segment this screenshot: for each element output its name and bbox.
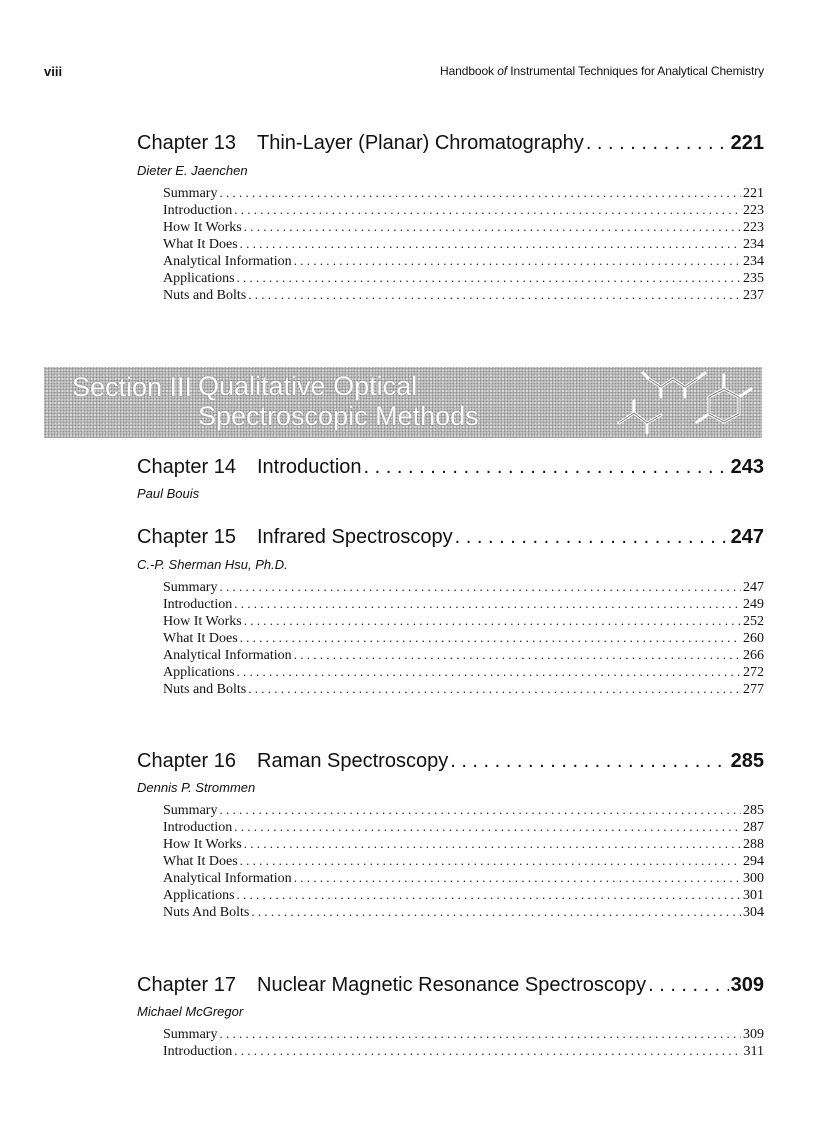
toc-entry[interactable]: Analytical Information . . . 300 (163, 870, 764, 887)
leader-dots (648, 973, 729, 997)
running-title: Handbook of Instrumental Techniques for Analytical Chemistry (440, 64, 764, 78)
chapter-title: Introduction (257, 456, 362, 478)
toc-entry[interactable]: What It Does . . . 260 (163, 630, 764, 647)
chapter-title: Raman Spectroscopy (257, 750, 449, 772)
chapter-author: Dieter E. Jaenchen (137, 163, 248, 178)
chapter-number: Chapter 15 (137, 526, 236, 548)
toc-entry[interactable]: Introduction . . . 223 (163, 202, 764, 219)
page-number: viii (44, 64, 63, 79)
toc-entry[interactable]: Nuts And Bolts . . . 304 (163, 904, 764, 921)
toc-entry[interactable]: Applications . . . 272 (163, 664, 764, 681)
molecule-illustration (589, 367, 762, 438)
chapter-author: C.-P. Sherman Hsu, Ph.D. (137, 557, 288, 572)
toc-entry[interactable]: Applications . . . 235 (163, 270, 764, 287)
chapter-number: Chapter 13 (137, 132, 236, 154)
toc-entry[interactable]: Summary . . . 247 (163, 579, 764, 596)
chapter-title: Infrared Spectroscopy (257, 526, 453, 548)
chapter-16-heading[interactable] (137, 749, 764, 773)
chapter-number: Chapter 17 (137, 974, 236, 996)
toc-entry[interactable]: Applications . . . 301 (163, 887, 764, 904)
toc-entry[interactable]: Summary . . . 309 (163, 1026, 764, 1043)
toc-entry[interactable]: Summary . . . 285 (163, 802, 764, 819)
chapter-page: 285 (730, 750, 764, 772)
chapter-14-heading[interactable] (137, 455, 764, 479)
toc-entry[interactable]: Nuts and Bolts . . . 277 (163, 681, 764, 698)
chapter-page: 221 (730, 132, 764, 154)
chapter-title: Thin-Layer (Planar) Chromatography (257, 132, 584, 154)
toc-entry[interactable]: Analytical Information . . . 266 (163, 647, 764, 664)
toc-entry[interactable]: How It Works . . . 288 (163, 836, 764, 853)
chapter-number: Chapter 14 (137, 456, 236, 478)
leader-dots (455, 525, 729, 549)
chapter-13-heading[interactable] (137, 131, 764, 155)
chapter-15-entries (163, 579, 764, 698)
chapter-author: Michael McGregor (137, 1004, 244, 1019)
chapter-17-heading[interactable] (137, 973, 764, 997)
chapter-author: Paul Bouis (137, 486, 200, 501)
chapter-page: 309 (730, 974, 764, 996)
leader-dots (364, 455, 729, 479)
section-label: Section III (72, 372, 193, 402)
chapter-page: 247 (730, 526, 764, 548)
chapter-13-entries (163, 185, 764, 304)
toc-entry[interactable]: How It Works . . . 223 (163, 219, 764, 236)
toc-entry[interactable]: Analytical Information . . . 234 (163, 253, 764, 270)
section-title (198, 371, 479, 431)
chapter-17-entries (163, 1026, 764, 1060)
section-title-line: Qualitative Optical (198, 371, 418, 401)
toc-entry[interactable]: How It Works . . . 252 (163, 613, 764, 630)
running-header (44, 64, 764, 80)
toc-entry[interactable]: Nuts and Bolts . . . 237 (163, 287, 764, 304)
toc-entry[interactable]: Introduction . . . 249 (163, 596, 764, 613)
leader-dots (450, 749, 728, 773)
chapter-title: Nuclear Magnetic Resonance Spectroscopy (257, 974, 647, 996)
toc-entry[interactable]: Summary . . . 221 (163, 185, 764, 202)
chapter-15-heading[interactable] (137, 525, 764, 549)
chapter-page: 243 (730, 456, 764, 478)
leader-dots (586, 131, 729, 155)
toc-entry[interactable]: What It Does . . . 234 (163, 236, 764, 253)
toc-entry[interactable]: What It Does . . . 294 (163, 853, 764, 870)
chapter-number: Chapter 16 (137, 750, 236, 772)
chapter-author: Dennis P. Strommen (137, 780, 256, 795)
section-banner (44, 367, 762, 438)
chapter-16-entries (163, 802, 764, 921)
section-title-line: Spectroscopic Methods (198, 401, 479, 431)
toc-entry[interactable]: Introduction . . . 287 (163, 819, 764, 836)
toc-entry[interactable]: Introduction . . . 311 (163, 1043, 764, 1060)
